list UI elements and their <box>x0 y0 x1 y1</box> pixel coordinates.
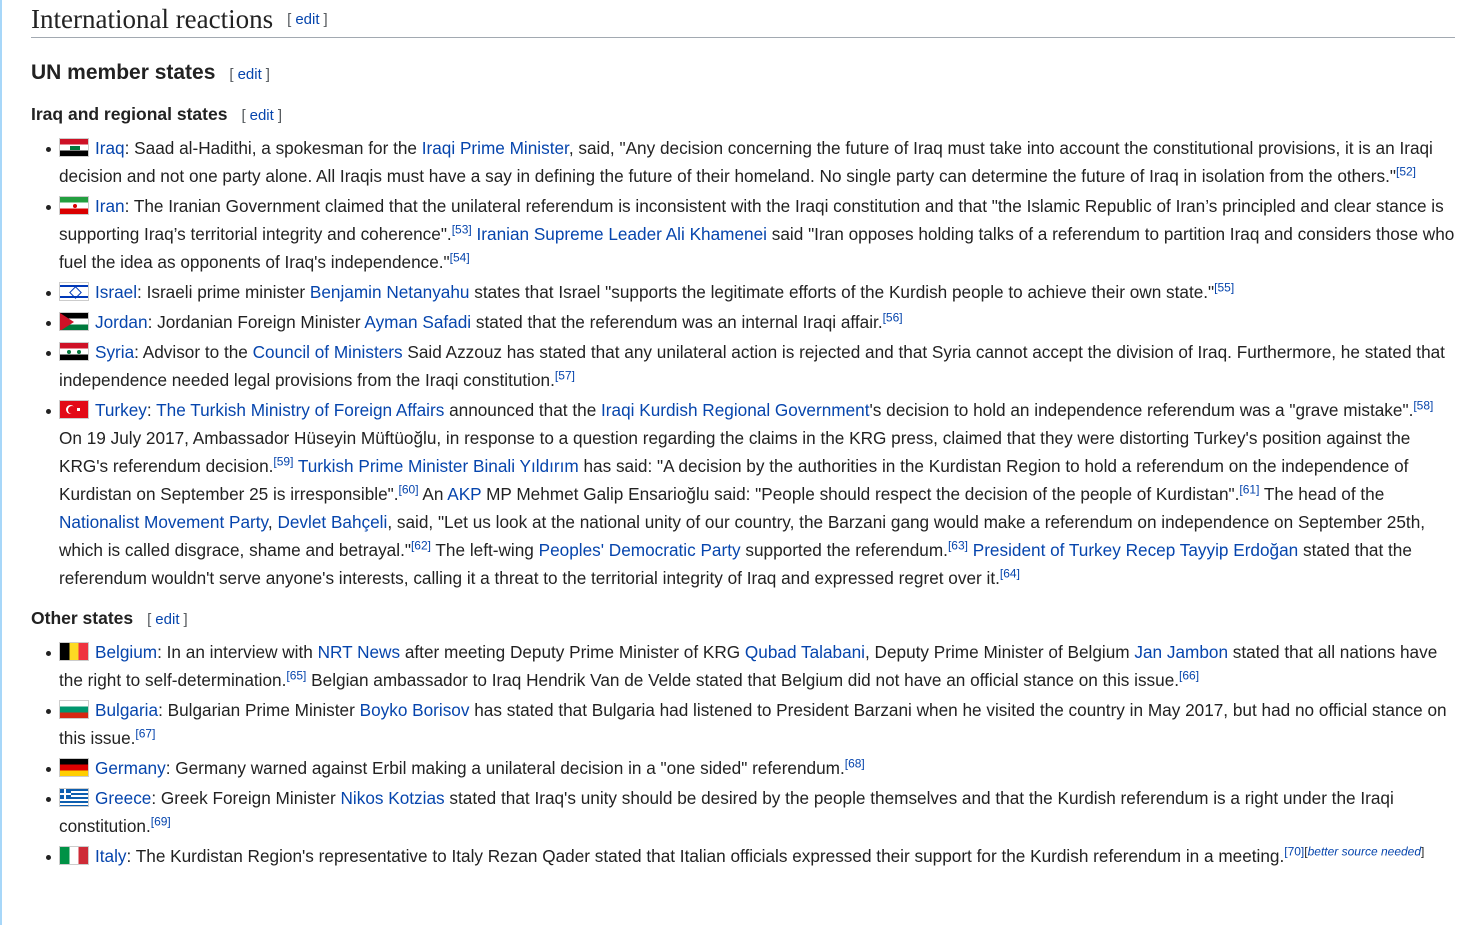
other-states-list <box>31 638 1455 870</box>
article-content <box>31 0 1455 872</box>
link-jan-jambon[interactable]: Jan Jambon <box>1134 642 1229 662</box>
country-link-iran[interactable]: Iran <box>95 196 125 216</box>
list-item-germany: Germany: Germany warned against Erbil making a unilateral decision in a "one sided" referendum.[68] <box>31 754 1455 782</box>
reference-link[interactable]: [55] <box>1214 280 1235 295</box>
list-item-syria: Syria: Advisor to the Council of Ministers Said Azzouz has stated that any unilateral action is rejected and that Syria cannot accept the division of Iraq. Furthermore, he stated that independence needed legal provisions from the Iraqi constitution.[57] <box>31 338 1455 394</box>
country-link-belgium[interactable]: Belgium <box>95 642 158 662</box>
list-item-iran: Iran: The Iranian Government claimed that the unilateral referendum is inconsistent with the Iraqi constitution and that "the Islamic Republic of Iran’s principled and clear stance is supporting Iraq’s territorial integrity and coherence".[53] Iranian Supreme Leader Ali Khamenei said "Iran opposes holding talks of a referendum to partition Iraq and considers those who fuel the idea as opponents of Iraq's independence."[54] <box>31 192 1455 276</box>
section-heading-other-states: Other states [ edit ] <box>31 608 188 628</box>
iraq-flag-icon <box>59 138 89 157</box>
link-akp[interactable]: AKP <box>447 484 482 504</box>
reference-link[interactable]: [67] <box>135 726 156 741</box>
list-item-bulgaria: Bulgaria: Bulgarian Prime Minister Boyko Borisov has stated that Bulgaria had listened to President Barzani when he visited the country in May 2017, but had no official stance on this issue.[67] <box>31 696 1455 752</box>
italy-flag-icon <box>59 846 89 865</box>
edit-link[interactable]: edit <box>237 66 262 83</box>
reference-link[interactable]: [64] <box>999 566 1020 581</box>
edit-link[interactable]: edit <box>295 11 320 28</box>
belgium-flag-icon <box>59 642 89 661</box>
edit-section-link: [ edit ] <box>147 611 188 628</box>
edit-link[interactable]: edit <box>249 107 274 124</box>
reference-link[interactable]: [62] <box>410 538 431 553</box>
list-item-jordan: Jordan: Jordanian Foreign Minister Ayman Safadi stated that the referendum was an internal Iraqi affair.[56] <box>31 308 1455 336</box>
link-nikos-kotzias[interactable]: Nikos Kotzias <box>340 788 445 808</box>
regional-states-list <box>31 134 1455 592</box>
syria-flag-icon <box>59 342 89 361</box>
link-iranian-supreme-leader[interactable]: Iranian Supreme Leader <box>476 224 662 244</box>
link-turkish-ministry-foreign-affairs[interactable]: The Turkish Ministry of Foreign Affairs <box>156 400 445 420</box>
turkey-flag-icon <box>59 400 89 419</box>
reference-link[interactable]: [59] <box>273 454 294 469</box>
link-turkish-prime-minister[interactable]: Turkish Prime Minister <box>297 456 469 476</box>
reference-link[interactable]: [66] <box>1179 668 1200 683</box>
link-ali-khamenei[interactable]: Ali Khamenei <box>665 224 767 244</box>
bulgaria-flag-icon <box>59 700 89 719</box>
country-link-germany[interactable]: Germany <box>95 758 166 778</box>
israel-flag-icon <box>59 282 89 301</box>
link-binali-yildirim[interactable]: Binali Yıldırım <box>472 456 579 476</box>
greece-flag-icon <box>59 788 89 807</box>
jordan-flag-icon <box>59 312 89 331</box>
link-devlet-bahceli[interactable]: Devlet Bahçeli <box>277 512 388 532</box>
link-council-of-ministers[interactable]: Council of Ministers <box>252 342 403 362</box>
reference-link[interactable]: [70] <box>1284 844 1305 859</box>
country-link-jordan[interactable]: Jordan <box>95 312 148 332</box>
link-nrt-news[interactable]: NRT News <box>317 642 401 662</box>
reference-link[interactable]: [57] <box>554 368 575 383</box>
country-link-italy[interactable]: Italy <box>95 846 127 866</box>
section-heading-international-reactions: International reactions [ edit ] <box>31 0 1455 38</box>
edit-section-link: [ edit ] <box>287 11 328 28</box>
section-heading-iraq-regional: Iraq and regional states [ edit ] <box>31 104 282 124</box>
reference-link[interactable]: [56] <box>882 310 903 325</box>
page-left-border <box>0 0 2 925</box>
list-item-greece: Greece: Greek Foreign Minister Nikos Kotzias stated that Iraq's unity should be desired by the people themselves and that the Kurdish referendum is a right under the Iraqi constitution.[69] <box>31 784 1455 840</box>
list-item-israel: Israel: Israeli prime minister Benjamin Netanyahu states that Israel "supports the legitimate efforts of the Kurdish people to achieve their own state."[55] <box>31 278 1455 306</box>
reference-link[interactable]: [52] <box>1396 164 1417 179</box>
reference-link[interactable]: [54] <box>449 250 470 265</box>
reference-link[interactable]: [53] <box>451 222 472 237</box>
country-link-turkey[interactable]: Turkey <box>95 400 147 420</box>
link-recep-tayyip-erdogan[interactable]: Recep Tayyip Erdoğan <box>1125 540 1299 560</box>
link-nationalist-movement-party[interactable]: Nationalist Movement Party <box>59 512 268 532</box>
better-source-needed-link[interactable]: better source needed <box>1307 844 1422 859</box>
reference-link[interactable]: [65] <box>286 668 307 683</box>
reference-link[interactable]: [63] <box>947 538 968 553</box>
link-ayman-safadi[interactable]: Ayman Safadi <box>364 312 472 332</box>
list-item-turkey: Turkey: The Turkish Ministry of Foreign Affairs announced that the Iraqi Kurdish Regional Government's decision to hold an independence referendum was a "grave mistake".[58] On 19 July 2017, Ambassador Hüseyin Müftüoğlu, in response to a question regarding the claims in the KRG press, claimed that they were distorting Turkey's position against the KRG's referendum decision.[59] Turkish Prime Minister Binali Yıldırım has said: "A decision by the authorities in the Kurdistan Region to hold a referendum on the independence of Kurdistan on September 25 is irresponsible".[60] An AKP MP Mehmet Galip Ensarioğlu said: "People should respect the decision of the people of Kurdistan".[61] The head of the Nationalist Movement Party, Devlet Bahçeli, said, "Let us look at the national unity of our country, the Barzani gang would make a referendum on independence on September 25th, which is called disgrace, shame and betrayal."[62] The left-wing Peoples' Democratic Party supported the referendum.[63] President of Turkey Recep Tayyip Erdoğan stated that the referendum wouldn't serve anyone's interests, calling it a threat to the territorial integrity of Iraq and expressed regret over it.[64] <box>31 396 1455 592</box>
iran-flag-icon <box>59 196 89 215</box>
list-item-italy: Italy: The Kurdistan Region's representative to Italy Rezan Qader stated that Italian officials expressed their support for the Kurdish referendum in a meeting.[70][better source needed] <box>31 842 1455 870</box>
country-link-bulgaria[interactable]: Bulgaria <box>95 700 159 720</box>
country-link-greece[interactable]: Greece <box>95 788 152 808</box>
link-benjamin-netanyahu[interactable]: Benjamin Netanyahu <box>309 282 470 302</box>
edit-link[interactable]: edit <box>155 611 180 628</box>
link-qubad-talabani[interactable]: Qubad Talabani <box>744 642 865 662</box>
link-iraqi-prime-minister[interactable]: Iraqi Prime Minister <box>421 138 569 158</box>
reference-link[interactable]: [61] <box>1239 482 1260 497</box>
edit-section-link: [ edit ] <box>229 66 270 83</box>
list-item-iraq: Iraq: Saad al-Hadithi, a spokesman for the Iraqi Prime Minister, said, "Any decision concerning the future of Iraq must take into account the constitutional provisions, it is an Iraqi decision and not one party alone. All Iraqis must have a say in defining the future of their homeland. No single party can determine the future of Iraq in isolation from the others."[52] <box>31 134 1455 190</box>
link-president-of-turkey[interactable]: President of Turkey <box>972 540 1121 560</box>
reference-link[interactable]: [58] <box>1413 398 1434 413</box>
germany-flag-icon <box>59 758 89 777</box>
country-link-israel[interactable]: Israel <box>95 282 138 302</box>
country-link-syria[interactable]: Syria <box>95 342 135 362</box>
link-boyko-borisov[interactable]: Boyko Borisov <box>359 700 470 720</box>
link-iraqi-kurdish-regional-government[interactable]: Iraqi Kurdish Regional Government <box>601 400 870 420</box>
list-item-belgium: Belgium: In an interview with NRT News after meeting Deputy Prime Minister of KRG Qubad Talabani, Deputy Prime Minister of Belgium Jan Jambon stated that all nations have the right to self-determination.[65] Belgian ambassador to Iraq Hendrik Van de Velde stated that Belgium did not have an official stance on this issue.[66] <box>31 638 1455 694</box>
reference-link[interactable]: [68] <box>844 756 865 771</box>
reference-link[interactable]: [60] <box>398 482 419 497</box>
edit-section-link: [ edit ] <box>241 107 282 124</box>
link-peoples-democratic-party[interactable]: Peoples' Democratic Party <box>538 540 741 560</box>
reference-link[interactable]: [69] <box>150 814 171 829</box>
country-link-iraq[interactable]: Iraq <box>95 138 125 158</box>
section-heading-un-member-states: UN member states [ edit ] <box>31 61 270 84</box>
